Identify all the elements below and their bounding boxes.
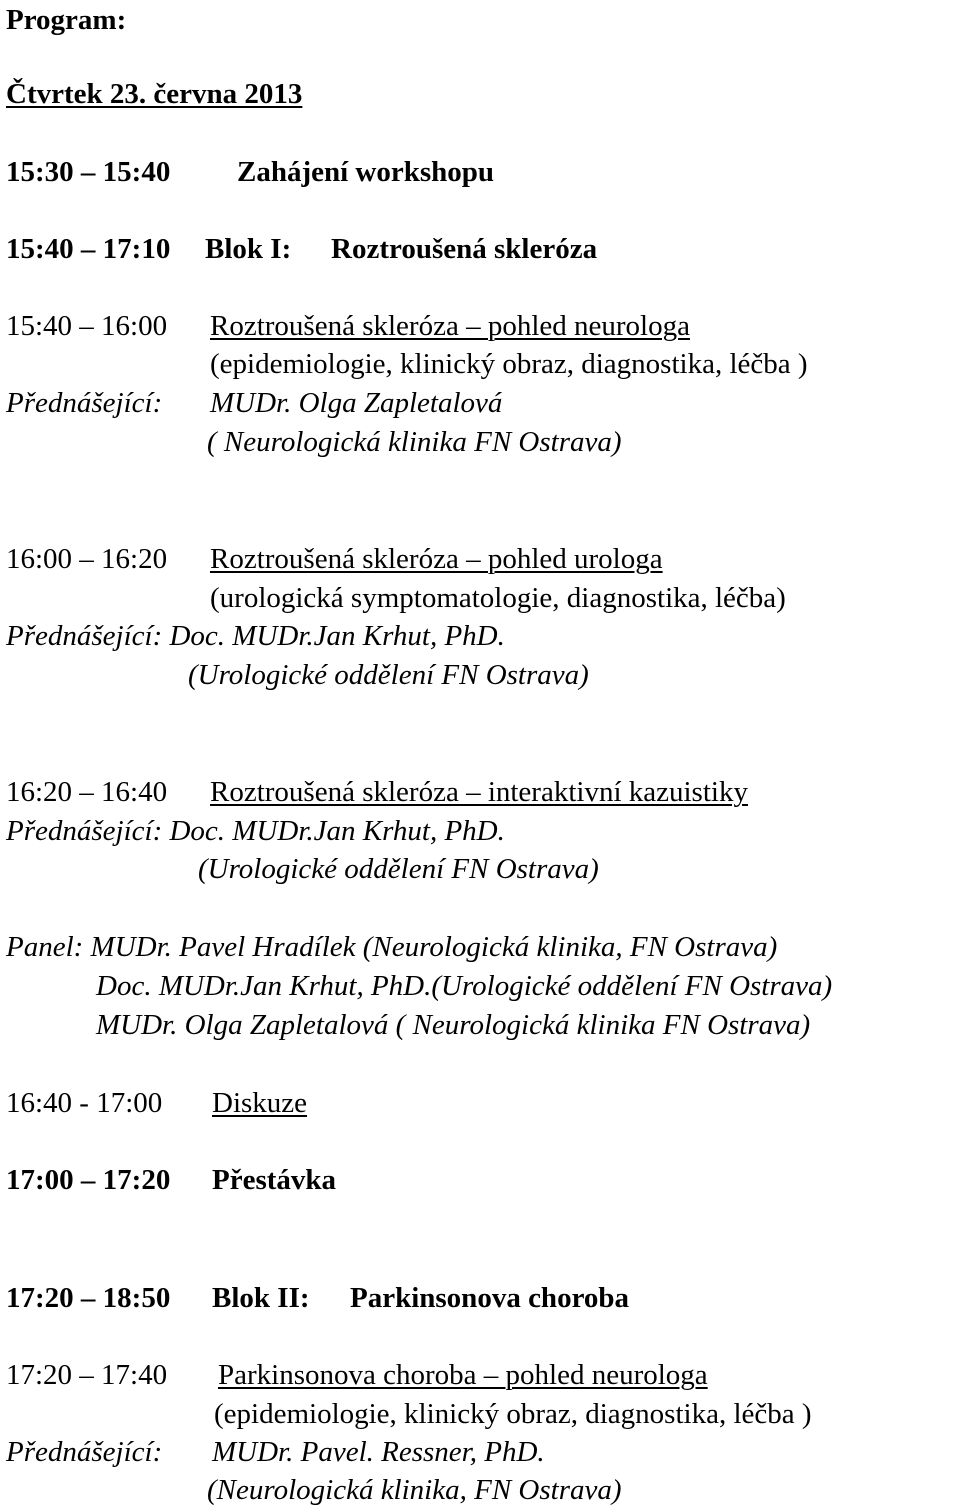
talk4-time: 17:20 – 17:40 xyxy=(6,1359,168,1391)
talk1-title: Roztroušená skleróza – pohled neurologa xyxy=(210,310,690,342)
block2-label: Blok II: xyxy=(212,1282,310,1314)
discussion-time: 16:40 - 17:00 xyxy=(6,1087,163,1119)
talk3-time: 16:20 – 16:40 xyxy=(6,776,168,808)
panel-line-1: Panel: MUDr. Pavel Hradílek (Neurologická klinika, FN Ostrava) xyxy=(6,931,778,963)
program-date: Čtvrtek 23. června 2013 xyxy=(6,78,303,110)
opening-title: Zahájení workshopu xyxy=(237,156,495,188)
talk3-speaker: Přednášející: Doc. MUDr.Jan Krhut, PhD. xyxy=(6,815,505,847)
talk1-speaker: MUDr. Olga Zapletalová xyxy=(210,387,503,419)
talk1-affiliation: ( Neurologická klinika FN Ostrava) xyxy=(207,426,622,458)
break-time: 17:00 – 17:20 xyxy=(6,1164,171,1196)
talk3-title: Roztroušená skleróza – interaktivní kazuistiky xyxy=(210,776,748,808)
talk3-affiliation: (Urologické oddělení FN Ostrava) xyxy=(198,853,599,885)
talk2-title: Roztroušená skleróza – pohled urologa xyxy=(210,543,663,575)
block2-time: 17:20 – 18:50 xyxy=(6,1282,171,1314)
talk1-time: 15:40 – 16:00 xyxy=(6,310,168,342)
talk2-affiliation: (Urologické oddělení FN Ostrava) xyxy=(188,659,589,691)
block1-title: Roztroušená skleróza xyxy=(331,233,598,265)
talk1-speaker-label: Přednášející: xyxy=(6,387,163,419)
discussion-title: Diskuze xyxy=(212,1087,308,1119)
block1-time: 15:40 – 17:10 xyxy=(6,233,171,265)
program-heading: Program: xyxy=(6,4,127,36)
talk2-speaker: Přednášející: Doc. MUDr.Jan Krhut, PhD. xyxy=(6,620,505,652)
block2-title: Parkinsonova choroba xyxy=(350,1282,630,1314)
talk4-affiliation: (Neurologická klinika, FN Ostrava) xyxy=(207,1474,622,1506)
talk1-description: (epidemiologie, klinický obraz, diagnostika, léčba ) xyxy=(210,348,808,380)
block1-label: Blok I: xyxy=(205,233,292,265)
talk4-title: Parkinsonova choroba – pohled neurologa xyxy=(218,1359,708,1391)
panel-line-3: MUDr. Olga Zapletalová ( Neurologická klinika FN Ostrava) xyxy=(96,1009,811,1041)
break-title: Přestávka xyxy=(212,1164,337,1196)
talk2-description: (urologická symptomatologie, diagnostika, léčba) xyxy=(210,582,786,614)
panel-line-2: Doc. MUDr.Jan Krhut, PhD.(Urologické oddělení FN Ostrava) xyxy=(96,970,833,1002)
opening-time: 15:30 – 15:40 xyxy=(6,156,171,188)
talk4-speaker: MUDr. Pavel. Ressner, PhD. xyxy=(212,1436,545,1468)
talk2-time: 16:00 – 16:20 xyxy=(6,543,168,575)
talk4-description: (epidemiologie, klinický obraz, diagnostika, léčba ) xyxy=(214,1398,812,1430)
talk4-speaker-label: Přednášející: xyxy=(6,1436,163,1468)
